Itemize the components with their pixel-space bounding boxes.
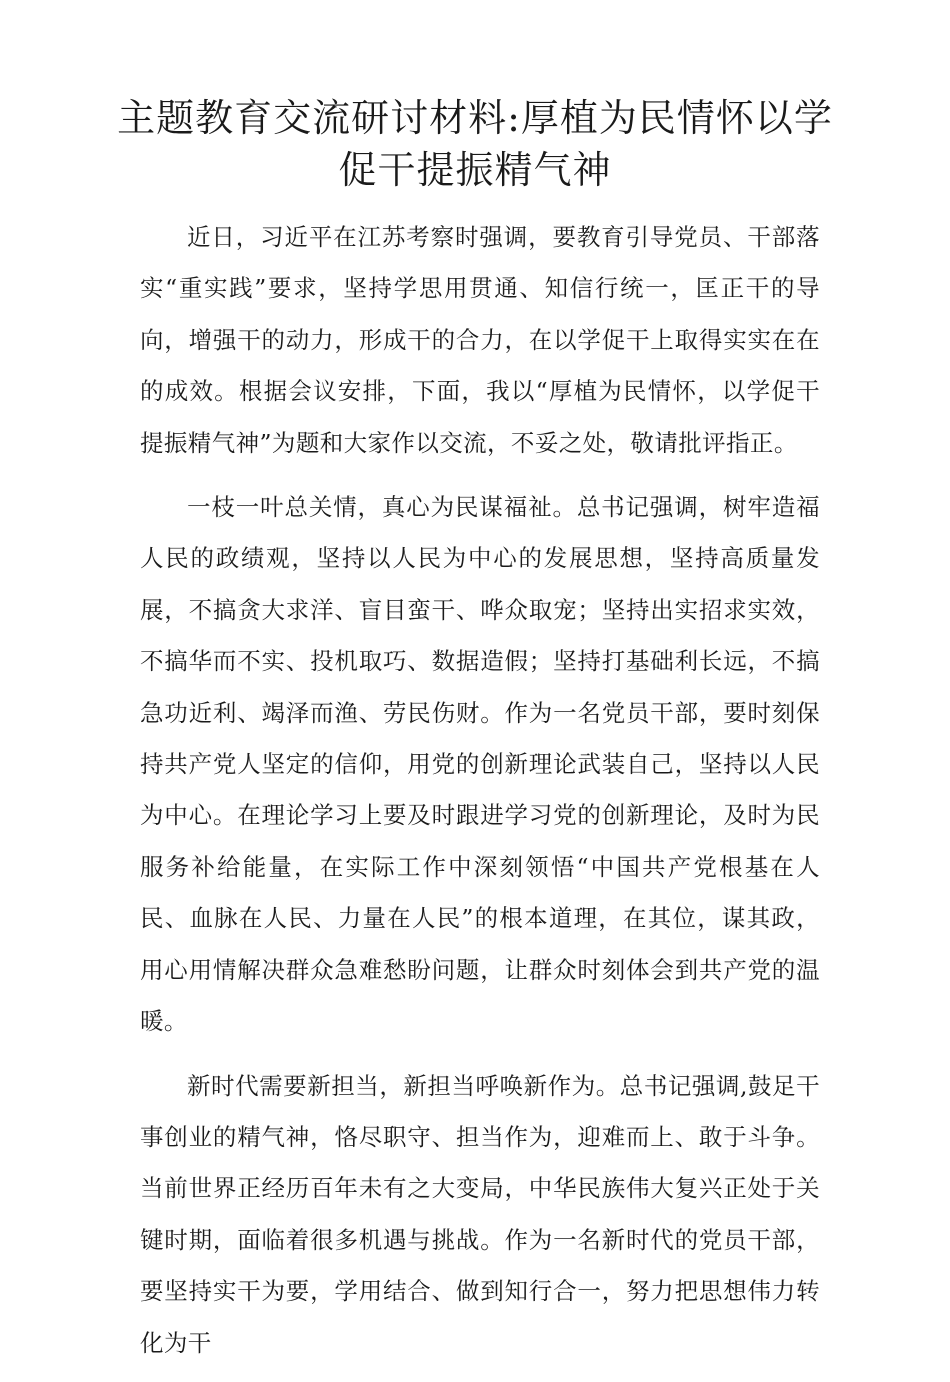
paragraph: 新时代需要新担当，新担当呼唤新作为。总书记强调,鼓足干事创业的精气神，恪尽职守、担当作为，迎难而上、敢于斗争。当前世界正经历百年未有之大变局，中华民族伟大复兴正处于关键时期，面临着很多机遇与挑战。作为一名新时代的党员干部，要坚持实干为要，学用结合、做到知行合一，努力把思想伟力转化为干 — [140, 1071, 820, 1357]
paragraph: 近日，习近平在江苏考察时强调，要教育引导党员、干部落实“重实践”要求，坚持学思用贯通、知信行统一，匡正干的导向，增强干的动力，形成干的合力，在以学促干上取得实实在在的成效。根据会议安排，下面，我以“厚植为民情怀，以学促干提振精气神”为题和大家作以交流，不妥之处，敬请批评指正。 — [140, 223, 820, 457]
paragraph: 一枝一叶总关情，真心为民谋福祉。总书记强调，树牢造福人民的政绩观，坚持以人民为中心的发展思想，坚持高质量发展，不搞贪大求洋、盲目蛮干、哗众取宠；坚持出实招求实效，不搞华而不实、投机取巧、数据造假；坚持打基础利长远，不搞急功近利、竭泽而渔、劳民伤财。作为一名党员干部，要时刻保持共产党人坚定的信仰，用党的创新理论武装自己，坚持以人民为中心。在理论学习上要及时跟进学习党的创新理论，及时为民服务补给能量，在实际工作中深刻领悟“中国共产党根基在人民、血脉在人民、力量在人民”的根本道理，在其位，谋其政，用心用情解决群众急难愁盼问题，让群众时刻体会到共产党的温暖。 — [140, 493, 820, 1036]
document-title-line-1: 主题教育交流研讨材料:厚植为民情怀以学 — [117, 96, 833, 140]
document-title-line-2: 促干提振精气神 — [338, 148, 612, 192]
document-body — [140, 212, 820, 1382]
